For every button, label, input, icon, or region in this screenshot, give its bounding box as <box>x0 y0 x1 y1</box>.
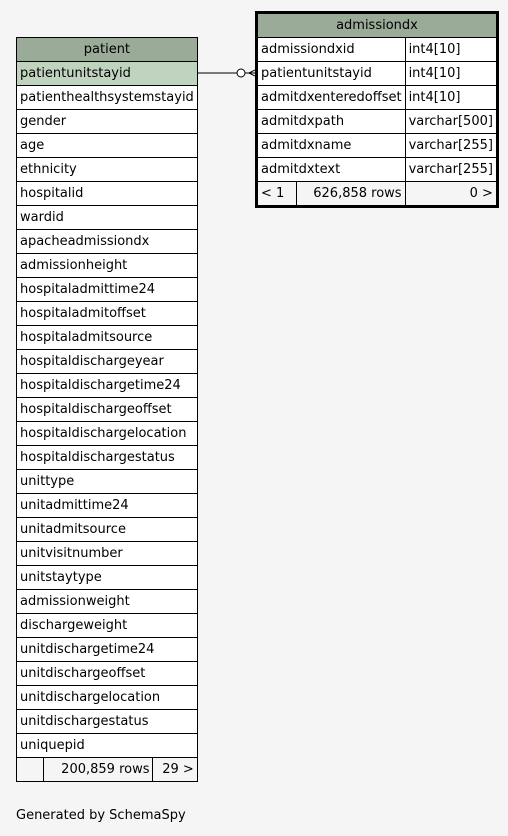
admissiondx-table-title[interactable]: admissiondx <box>257 13 498 38</box>
admissiondx-column-name[interactable]: patientunitstayid <box>257 62 406 86</box>
patient-parents-link[interactable] <box>17 758 44 782</box>
admissiondx-column-type: varchar[500] <box>405 110 497 134</box>
zero-cardinality-icon <box>237 69 245 77</box>
admissiondx-column-type: int4[10] <box>405 86 497 110</box>
patient-column[interactable]: unitadmittime24 <box>17 494 198 518</box>
patient-column[interactable]: admissionweight <box>17 590 198 614</box>
admissiondx-column-name[interactable]: admitdxenteredoffset <box>257 86 406 110</box>
patient-column[interactable]: hospitaldischargelocation <box>17 422 198 446</box>
admissiondx-column-name[interactable]: admissiondxid <box>257 38 406 62</box>
patient-column[interactable]: unitdischargeoffset <box>17 662 198 686</box>
patient-column[interactable]: hospitaladmitsource <box>17 326 198 350</box>
admissiondx-column-type: varchar[255] <box>405 134 497 158</box>
patient-row-count: 200,859 rows <box>44 758 153 782</box>
patient-column[interactable]: hospitaldischargetime24 <box>17 374 198 398</box>
patient-column[interactable]: unitstaytype <box>17 566 198 590</box>
patient-column[interactable]: hospitaldischargeoffset <box>17 398 198 422</box>
patient-column[interactable]: wardid <box>17 206 198 230</box>
patient-column[interactable]: patienthealthsystemstayid <box>17 86 198 110</box>
patient-column[interactable]: patientunitstayid <box>17 62 198 86</box>
patient-column[interactable]: ethnicity <box>17 158 198 182</box>
patient-column[interactable]: hospitaladmitoffset <box>17 302 198 326</box>
patient-table-title[interactable]: patient <box>17 38 198 62</box>
admissiondx-column-name[interactable]: admitdxname <box>257 134 406 158</box>
patient-column[interactable]: unitdischargelocation <box>17 686 198 710</box>
patient-column[interactable]: admissionheight <box>17 254 198 278</box>
patient-column[interactable]: gender <box>17 110 198 134</box>
admissiondx-children-link[interactable]: 0 > <box>405 182 497 207</box>
admissiondx-column-name[interactable]: admitdxpath <box>257 110 406 134</box>
patient-column[interactable]: uniquepid <box>17 734 198 758</box>
patient-column[interactable]: age <box>17 134 198 158</box>
patient-column[interactable]: dischargeweight <box>17 614 198 638</box>
admissiondx-column-name[interactable]: admitdxtext <box>257 158 406 182</box>
patient-table <box>16 37 198 782</box>
admissiondx-column-type: int4[10] <box>405 62 497 86</box>
admissiondx-column-type: int4[10] <box>405 38 497 62</box>
patient-column[interactable]: hospitaldischargestatus <box>17 446 198 470</box>
patient-column[interactable]: hospitaldischargeyear <box>17 350 198 374</box>
admissiondx-column-type: varchar[255] <box>405 158 497 182</box>
generated-by-credit[interactable]: Generated by SchemaSpy <box>16 808 186 823</box>
admissiondx-row-count: 626,858 rows <box>297 182 406 207</box>
patient-column[interactable]: hospitalid <box>17 182 198 206</box>
patient-column[interactable]: unittype <box>17 470 198 494</box>
patient-column[interactable]: unitadmitsource <box>17 518 198 542</box>
patient-column[interactable]: unitvisitnumber <box>17 542 198 566</box>
patient-column[interactable]: apacheadmissiondx <box>17 230 198 254</box>
patient-column[interactable]: unitdischargetime24 <box>17 638 198 662</box>
admissiondx-table <box>255 11 499 208</box>
patient-column[interactable]: hospitaladmittime24 <box>17 278 198 302</box>
admissiondx-parents-link[interactable]: < 1 <box>257 182 297 207</box>
patient-column[interactable]: unitdischargestatus <box>17 710 198 734</box>
patient-children-link[interactable]: 29 > <box>153 758 197 782</box>
